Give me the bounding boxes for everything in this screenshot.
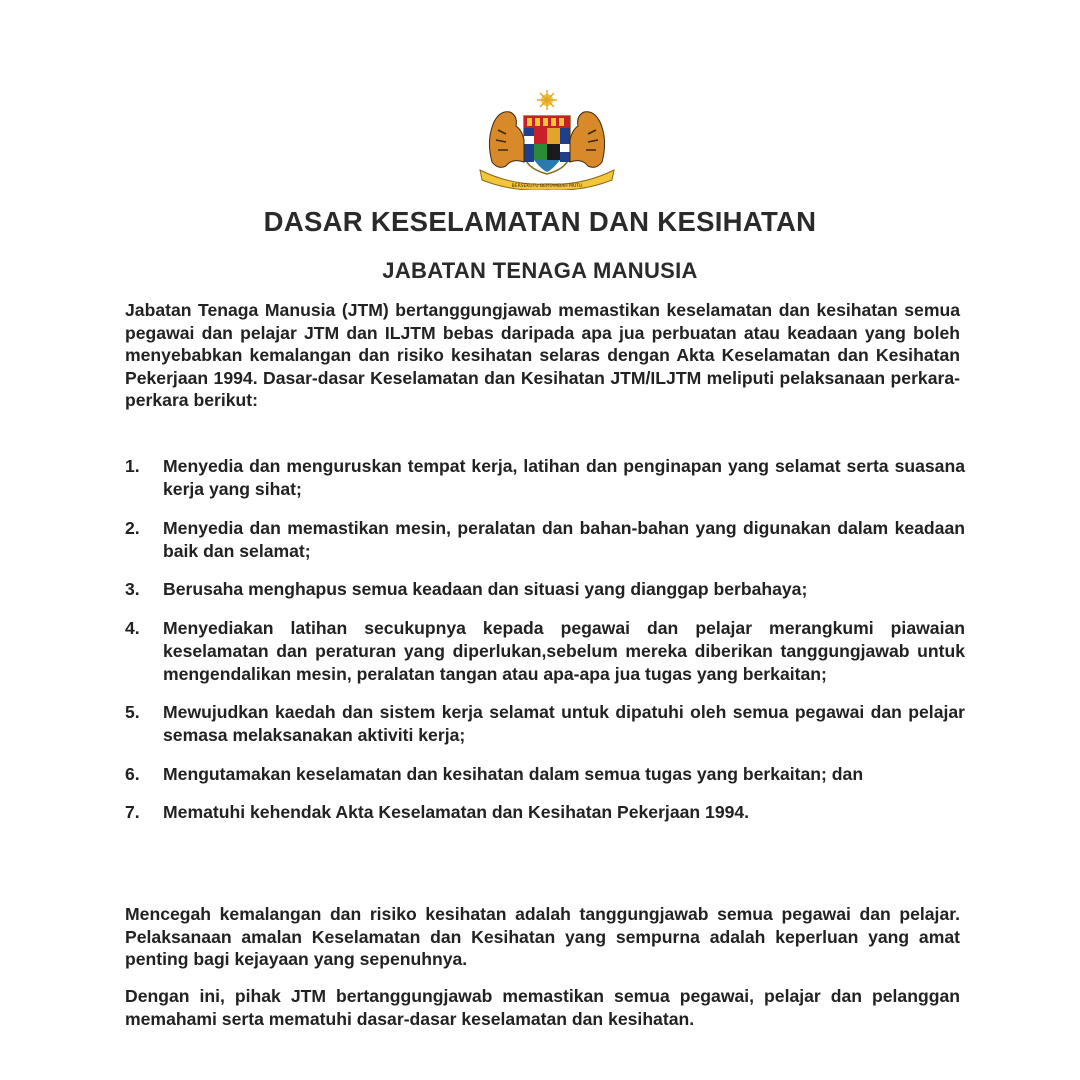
list-item-number: 4. bbox=[125, 617, 140, 638]
list-item-text: Mewujudkan kaedah dan sistem kerja selamat untuk dipatuhi oleh semua pegawai dan pelajar semasa melaksanakan aktiviti kerja; bbox=[163, 702, 965, 745]
document-subtitle: JABATAN TENAGA MANUSIA bbox=[382, 258, 698, 283]
document-title: DASAR KESELAMATAN DAN KESIHATAN bbox=[263, 206, 817, 237]
closing-paragraph-2: Dengan ini, pihak JTM bertanggungjawab memastikan semua pegawai, pelajar dan pelanggan memahami serta mematuhi dasar-dasar keselamatan dan kesihatan. bbox=[125, 986, 960, 1029]
list-item-number: 5. bbox=[125, 702, 140, 722]
list-item bbox=[125, 701, 965, 747]
list-item-number: 2. bbox=[125, 517, 140, 538]
list-item bbox=[125, 763, 965, 786]
malaysia-coat-of-arms-icon bbox=[472, 90, 622, 190]
intro-paragraph: Jabatan Tenaga Manusia (JTM) bertanggungjawab memastikan keselamatan dan kesihatan semua pegawai dan pelajar JTM dan ILJTM bebas daripada apa jua perbuatan atau keadaan yang boleh menyebabkan kemalangan dan risiko kesihatan selaras dengan Akta Keselamatan dan Kesihatan Pekerjaan 1994. Dasar-dasar Keselamatan dan Kesihatan JTM/ILJTM meliputi pelaksanaan perkara-perkara berikut: bbox=[125, 300, 960, 411]
list-item-number: 7. bbox=[125, 802, 140, 822]
list-item-text: Berusaha menghapus semua keadaan dan situasi yang dianggap berbahaya; bbox=[163, 579, 808, 599]
list-item-text: Menyedia dan memastikan mesin, peralatan dan bahan-bahan yang digunakan dalam keadaan baik dan selamat; bbox=[163, 517, 965, 561]
list-item-number: 1. bbox=[125, 456, 140, 476]
list-item bbox=[125, 617, 965, 686]
list-item-number: 6. bbox=[125, 763, 140, 784]
list-item-text: Mengutamakan keselamatan dan kesihatan dalam semua tugas yang berkaitan; dan bbox=[163, 763, 864, 784]
list-item-text: Menyedia dan menguruskan tempat kerja, latihan dan penginapan yang selamat serta suasana kerja yang sihat; bbox=[163, 456, 965, 499]
list-item-number: 3. bbox=[125, 579, 140, 599]
list-item bbox=[125, 801, 965, 824]
list-item-text: Menyediakan latihan secukupnya kepada pegawai dan pelajar merangkumi piawaian keselamatan dan peraturan yang diperlukan,sebelum mereka diberikan tanggungjawab untuk mengendalikan mesin, peralatan tangan atau apa-apa jua tugas yang berkaitan; bbox=[163, 617, 965, 684]
policy-list bbox=[125, 455, 965, 840]
closing-paragraph-1: Mencegah kemalangan dan risiko kesihatan adalah tanggungjawab semua pegawai dan pelajar. Pelaksanaan amalan Keselamatan dan Kesihatan yang sempurna adalah keperluan yang amat penting bagi kejayaan yang sepenuhnya. bbox=[125, 904, 960, 970]
list-item bbox=[125, 517, 965, 563]
list-item-text: Mematuhi kehendak Akta Keselamatan dan Kesihatan Pekerjaan 1994. bbox=[163, 802, 750, 822]
svg-text:BERSEKUTU BERTAMBAH MUTU: BERSEKUTU BERTAMBAH MUTU bbox=[511, 184, 583, 189]
list-item bbox=[125, 455, 965, 501]
list-item bbox=[125, 578, 965, 601]
